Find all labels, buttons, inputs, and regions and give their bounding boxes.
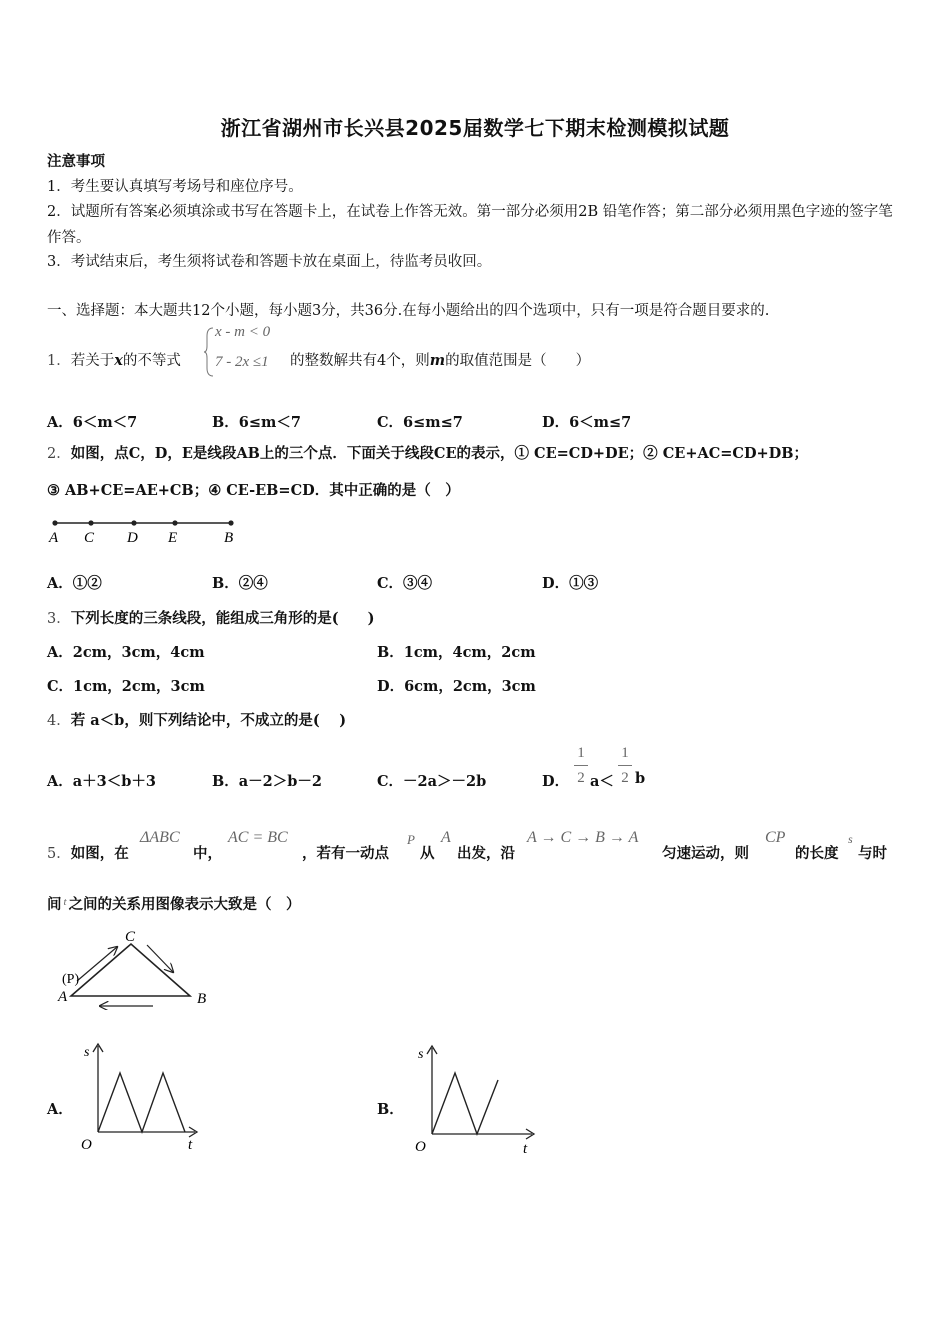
q1-option-a: A．6＜m＜7: [47, 414, 138, 431]
question-1-tail: [290, 348, 590, 374]
vertex-label-c: C: [125, 929, 136, 945]
q5-math-cp: CP: [765, 829, 786, 846]
fraction-half-1: [574, 744, 588, 787]
point-label-b: B: [224, 530, 234, 546]
point-label-e: E: [168, 530, 178, 546]
q1-option-c: C．6≤m≤7: [377, 414, 463, 431]
q1-option-d: D．6＜m≤7: [542, 414, 632, 431]
q1-var-x: x: [114, 352, 123, 369]
q4-text: 若 a＜b，则下列结论中，不成立的是( ): [70, 712, 347, 729]
q1-text-post: 的整数解共有4个，则: [290, 353, 430, 369]
q4-option-c: C．－2a＞－2b: [377, 773, 487, 790]
fraction-numerator: 1: [577, 745, 585, 761]
q5-math-a: A: [441, 829, 451, 846]
fraction-denominator: 2: [621, 770, 629, 786]
question-number: 5．: [47, 846, 71, 862]
q4-option-a: A．a＋3＜b＋3: [47, 773, 156, 790]
section-heading: 一、选择题：本大题共12个小题，每小题3分，共36分.在每小题给出的四个选项中，只有一项是符合题目要求的.: [47, 303, 770, 319]
notice-item-1: 1．考生要认真填写考场号和座位序号。: [47, 179, 303, 195]
graph-a-curve: [98, 1073, 185, 1132]
q5-math-s: s: [848, 832, 853, 846]
q5-text-2: 中，: [193, 845, 222, 862]
graph-b-origin-label: O: [415, 1139, 426, 1155]
question-5-line-1: [47, 841, 129, 867]
q3-option-b: B．1cm，4cm，2cm: [377, 644, 536, 661]
q4-option-d-label: D．: [542, 773, 570, 790]
point-c-dot: [88, 520, 93, 525]
q5-text-3: ，若有一动点: [302, 845, 389, 862]
notice-item-3: 3．考试结束后，考生须将试卷和答题卡放在桌面上，待监考员收回。: [47, 254, 492, 270]
notice-item-2: 2．试题所有答案必须填涂或书写在答题卡上，在试卷上作答无效。第一部分必须用2B 铅笔作答；第二部分必须用黑色字迹的签字笔作答。: [47, 204, 893, 246]
segment-figure: [45, 512, 245, 548]
q4-option-d-end: b: [635, 770, 646, 787]
point-label-p: (P): [62, 972, 80, 987]
notice-heading: 注意事项: [47, 153, 105, 170]
q3-option-d: D．6cm，2cm，3cm: [377, 678, 536, 695]
graph-a-t-label: t: [188, 1137, 193, 1153]
vertex-label-a: A: [58, 989, 68, 1005]
q5-text-6: 匀速运动，则: [662, 845, 749, 862]
q3-option-a: A．2cm，3cm，4cm: [47, 644, 205, 661]
question-number: 2．: [47, 446, 71, 462]
point-label-d: D: [127, 530, 138, 546]
q1-text-post2: 的取值范围是（ ）: [445, 353, 591, 369]
q5-text-1: 如图，在: [70, 845, 129, 862]
question-number: 1．: [47, 353, 71, 369]
q4-option-b: B．a－2＞b－2: [212, 773, 322, 790]
question-5-line-2: [47, 889, 301, 918]
point-a-dot: [52, 520, 57, 525]
point-d-dot: [131, 520, 136, 525]
q5-math-triangle: ΔABC: [140, 829, 180, 846]
q5-option-a: A．: [47, 1101, 73, 1118]
q2-text-1: 如图，点C，D，E是线段AB上的三个点．下面关于线段CE的表示，① CE=CD+DE；② CE+AC=CD+DB；: [70, 445, 809, 462]
graph-b-s-label: s: [418, 1047, 424, 1062]
q5-option-b: B．: [377, 1101, 404, 1118]
triangle-figure: [55, 925, 215, 1010]
question-number: 3．: [47, 611, 71, 627]
point-e-dot: [172, 520, 177, 525]
q5-math-path: A → C → B → A: [527, 829, 639, 846]
triangle-shape: [71, 944, 190, 996]
q5-text-7: 的长度: [795, 845, 839, 862]
q5-text-4: 从: [420, 845, 435, 862]
point-b-dot: [228, 520, 233, 525]
q1-system-line-2: 7 - 2x ≤1: [215, 354, 269, 370]
q2-option-c: C．③④: [377, 575, 433, 592]
graph-a: [75, 1038, 215, 1156]
q5-text-5: 出发，沿: [457, 845, 515, 862]
graph-b-t-label: t: [523, 1141, 528, 1157]
q2-option-b: B．②④: [212, 575, 268, 592]
point-label-c: C: [84, 530, 95, 546]
q1-text-mid: 的不等式: [122, 353, 181, 369]
graph-b: [410, 1040, 550, 1158]
q5-math-t: t: [63, 896, 67, 908]
q2-option-a: A．①②: [47, 575, 102, 592]
q5-math-p: P: [407, 832, 415, 847]
point-label-a: A: [49, 530, 59, 546]
q4-option-d-mid: a＜: [590, 773, 614, 790]
q1-option-b: B．6≤m＜7: [212, 414, 301, 431]
fraction-denominator: 2: [577, 770, 585, 786]
brace-icon: [203, 326, 215, 378]
question-4: [47, 708, 346, 734]
arrow-c-to-b-icon: [147, 945, 173, 972]
fraction-numerator: 1: [621, 745, 629, 761]
q1-var-m: m: [429, 352, 446, 369]
graph-a-origin-label: O: [81, 1137, 92, 1153]
question-2-line-2: ③ AB+CE=AE+CB；④ CE-EB=CD．其中正确的是（ ）: [47, 482, 460, 499]
question-number: 4．: [47, 713, 71, 729]
fraction-bar: [618, 765, 632, 766]
q2-option-d: D．①③: [542, 575, 599, 592]
q5-line2-a: 间: [47, 896, 62, 913]
q1-system-line-1: x - m < 0: [215, 324, 271, 340]
question-2-line-1: [47, 441, 808, 467]
q5-math-equal: AC = BC: [228, 829, 288, 846]
q1-text-pre: 若关于: [70, 353, 115, 369]
vertex-label-b: B: [197, 991, 207, 1007]
question-3: [47, 606, 374, 632]
graph-a-s-label: s: [84, 1045, 90, 1060]
q3-option-c: C．1cm，2cm，3cm: [47, 678, 205, 695]
q5-line2-b: 之间的关系用图像表示大致是（ ）: [68, 896, 301, 913]
fraction-half-2: [618, 744, 632, 787]
page-title: 浙江省湖州市长兴县2025届数学七下期末检测模拟试题: [220, 116, 730, 140]
arrow-a-to-c-icon: [77, 947, 117, 981]
q3-text: 下列长度的三条线段，能组成三角形的是( ): [70, 610, 375, 627]
q5-text-8: 与时: [858, 845, 887, 862]
fraction-bar: [574, 765, 588, 766]
question-1: [47, 348, 181, 374]
graph-b-curve: [432, 1073, 498, 1134]
